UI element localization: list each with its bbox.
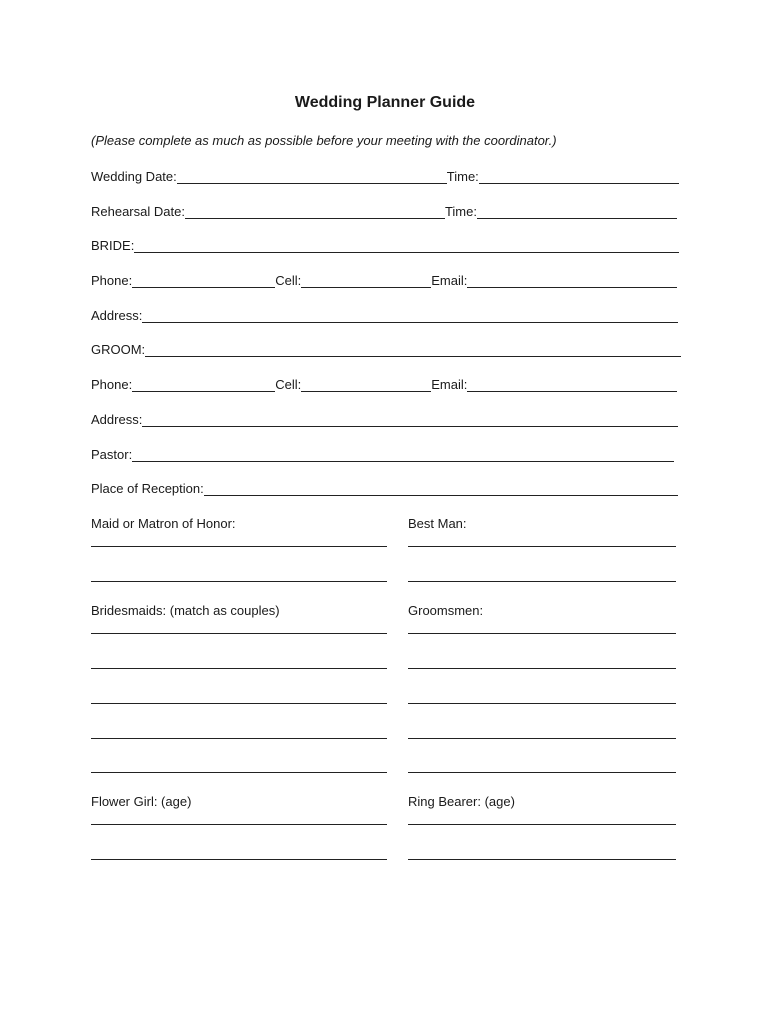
best-man-label: Best Man: (408, 516, 467, 531)
rehearsal-date-row (91, 204, 677, 219)
bridesmaid-line-4[interactable] (91, 738, 387, 739)
wedding-time-label: Time: (446, 169, 479, 184)
bride-address-row (91, 308, 678, 323)
bride-address-label: Address: (91, 308, 143, 323)
groomsman-line-5[interactable] (408, 772, 676, 773)
rehearsal-time-label: Time: (444, 204, 477, 219)
bridesmaid-line-1[interactable] (91, 633, 387, 634)
pastor-row (91, 447, 674, 462)
reception-label: Place of Reception: (91, 481, 204, 496)
bridesmaids-label: Bridesmaids: (match as couples) (91, 603, 280, 618)
flower-girl-line-2[interactable] (91, 859, 387, 860)
intro-note: (Please complete as much as possible before your meeting with the coordinator.) (91, 133, 557, 148)
bridesmaid-line-2[interactable] (91, 668, 387, 669)
bride-email-field[interactable] (467, 274, 677, 288)
groom-label: GROOM: (91, 342, 146, 357)
ring-bearer-label: Ring Bearer: (age) (408, 794, 515, 809)
ring-bearer-line-2[interactable] (408, 859, 676, 860)
bride-field[interactable] (134, 239, 679, 253)
groomsman-line-3[interactable] (408, 703, 676, 704)
wedding-date-field[interactable] (177, 170, 447, 184)
pastor-label: Pastor: (91, 447, 133, 462)
groom-address-label: Address: (91, 412, 143, 427)
best-man-line-2[interactable] (408, 581, 676, 582)
groomsmen-label: Groomsmen: (408, 603, 484, 618)
groom-phone-field[interactable] (132, 378, 275, 392)
page-title: Wedding Planner Guide (294, 94, 476, 111)
bridesmaid-line-3[interactable] (91, 703, 387, 704)
groomsman-line-4[interactable] (408, 738, 676, 739)
maid-of-honor-label: Maid or Matron of Honor: (91, 516, 236, 531)
wedding-date-label: Wedding Date: (91, 169, 177, 184)
groom-phone-label: Phone: (91, 377, 133, 392)
maid-of-honor-line-2[interactable] (91, 581, 387, 582)
groom-cell-label: Cell: (275, 377, 302, 392)
ring-bearer-line-1[interactable] (408, 824, 676, 825)
bride-phone-field[interactable] (132, 274, 275, 288)
groom-field[interactable] (145, 343, 681, 357)
groom-contact-row (91, 377, 677, 392)
groomsman-line-1[interactable] (408, 633, 676, 634)
groomsman-line-2[interactable] (408, 668, 676, 669)
maid-of-honor-line-1[interactable] (91, 546, 387, 547)
groom-email-label: Email: (431, 377, 468, 392)
groom-cell-field[interactable] (301, 378, 431, 392)
bridesmaid-line-5[interactable] (91, 772, 387, 773)
pastor-field[interactable] (132, 448, 674, 462)
bride-row (91, 238, 679, 253)
rehearsal-time-field[interactable] (477, 205, 677, 219)
reception-row (91, 481, 678, 496)
groom-address-row (91, 412, 678, 427)
rehearsal-date-label: Rehearsal Date: (91, 204, 185, 219)
bride-email-label: Email: (431, 273, 468, 288)
groom-address-field[interactable] (142, 413, 678, 427)
wedding-date-row (91, 169, 679, 184)
bride-cell-field[interactable] (301, 274, 431, 288)
flower-girl-line-1[interactable] (91, 824, 387, 825)
wedding-time-field[interactable] (479, 170, 679, 184)
bride-cell-label: Cell: (275, 273, 302, 288)
bride-address-field[interactable] (142, 309, 678, 323)
bride-label: BRIDE: (91, 238, 135, 253)
flower-girl-label: Flower Girl: (age) (91, 794, 192, 809)
best-man-line-1[interactable] (408, 546, 676, 547)
bride-phone-label: Phone: (91, 273, 133, 288)
groom-email-field[interactable] (467, 378, 677, 392)
rehearsal-date-field[interactable] (185, 205, 445, 219)
groom-row (91, 342, 681, 357)
bride-contact-row (91, 273, 677, 288)
reception-field[interactable] (204, 482, 678, 496)
